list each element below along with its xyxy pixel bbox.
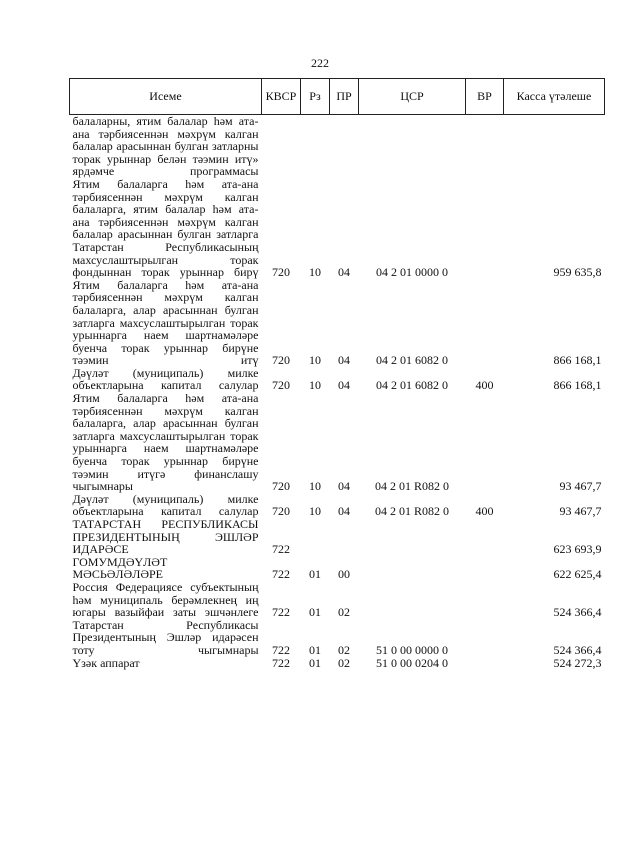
row-name: ТАТАРСТАН РЕСПУБЛИКАСЫ ПРЕЗИДЕНТЫНЫҢ ЭШЛӘР ИДАРӘСЕ [72,517,259,557]
header-name: Исеме [70,79,262,115]
header-pr: ПР [330,79,359,115]
row-kvsr: 720 [272,353,290,368]
table-row [70,115,605,178]
row-name: Татарстан Республикасы Президентының Эшләр идарәсен тоту чыгымнары [72,617,259,657]
row-vr: 400 [475,504,494,519]
row-amount: 93 467,7 [559,504,602,519]
row-amount: 524 366,4 [553,605,602,620]
row-pr: 02 [338,655,350,670]
row-kvsr: 722 [272,655,290,670]
row-vr [466,556,504,581]
table-header-row [70,79,605,115]
row-vr [466,392,504,493]
row-rz [301,518,330,556]
row-vr [466,581,504,619]
row-csr [359,556,466,581]
row-kvsr: 720 [272,479,290,494]
table-row [70,178,605,279]
row-kvsr: 722 [272,642,290,657]
table-row [70,279,605,367]
row-pr: 04 [338,378,350,393]
row-rz: 10 [309,265,321,280]
row-kvsr: 722 [272,605,290,620]
table-row [70,518,605,556]
row-csr [359,115,466,178]
row-pr: 02 [338,605,350,620]
row-pr [330,115,359,178]
row-vr [466,279,504,367]
row-pr: 00 [338,567,350,582]
row-csr: 04 2 01 R082 0 [374,504,449,519]
table-row [70,619,605,657]
row-name: ГОМУМДӘҮЛӘТ МӘСЬӘЛӘЛӘРЕ [72,554,168,582]
row-kvsr: 722 [272,567,290,582]
row-vr [466,115,504,178]
row-pr: 04 [338,353,350,368]
header-kvsr: КВСР [262,79,301,115]
row-amount: 623 693,9 [553,542,602,557]
row-kvsr: 720 [272,504,290,519]
table-row [70,657,605,670]
row-vr [466,657,504,670]
header-rz: Рз [301,79,330,115]
row-amount: 524 366,4 [553,642,602,657]
row-name: Ятим балаларга һәм ата-ана тәрбиясеннән мәхрүм калган балаларга, алар арасыннан булган затларга махсуслаштырылган торак урыннарга наем шартнамәләре буенча торак урыннар бирүне тәэмин итү [72,277,259,368]
row-rz: 01 [309,655,321,670]
row-pr: 04 [338,504,350,519]
row-vr: 400 [475,378,494,393]
table-row [70,556,605,581]
row-amount: 866 168,1 [553,353,602,368]
row-name: Ятим балаларга һәм ата-ана тәрбиясеннән мәхрүм калган балаларга, ятим балалар һәм ата-ана тәрбиясеннән мәхрүм калган балалар арасыннан булган затларга Татарстан Республикасының махсуслаштырылган торак фондыннан торак урыннар бирү [72,176,259,280]
row-rz: 10 [309,504,321,519]
table-row [70,392,605,493]
row-pr: 04 [338,265,350,280]
row-name: Үзәк аппарат [72,655,140,670]
row-csr: 51 0 00 0204 0 [376,655,448,670]
row-kvsr: 720 [272,378,290,393]
row-csr: 51 0 00 0000 0 [376,642,448,657]
row-rz: 10 [309,479,321,494]
row-csr [359,518,466,556]
row-csr: 04 2 01 0000 0 [376,265,448,280]
table-row [70,367,605,392]
row-amount: 524 272,3 [553,655,602,670]
row-rz [301,115,330,178]
row-rz: 01 [309,567,321,582]
row-vr [466,178,504,279]
row-name: Россия Федерациясе субъектының һәм муниципаль берәмлекнең иң югары вазыйфаи заты эшчәнлеге [72,579,259,620]
row-vr [466,518,504,556]
row-kvsr: 720 [272,265,290,280]
row-vr [466,619,504,657]
page-number: 222 [311,56,329,70]
row-kvsr: 722 [272,542,290,557]
budget-table [69,78,605,669]
row-csr [359,581,466,619]
row-csr: 04 2 01 6082 0 [376,378,448,393]
header-amount: Касса үтәлеше [504,79,605,115]
row-csr: 04 2 01 R082 0 [374,479,449,494]
row-name: балаларны, ятим балалар һәм ата-ана тәрбиясеннән мәхрүм калган балалар арасыннан булган затларны торак урыннар белән тәэмин итү» ярдәмче программасы [72,114,259,179]
header-vr: ВР [466,79,504,115]
row-name: Дәүләт (муниципаль) милке объектларына капитал салулар [72,365,259,393]
header-csr: ЦСР [359,79,466,115]
row-kvsr [262,115,301,178]
row-csr: 04 2 01 6082 0 [376,353,448,368]
row-name: Дәүләт (муниципаль) милке объектларына капитал салулар [72,491,259,519]
row-name: Ятим балаларга һәм ата-ана тәрбиясеннән мәхрүм калган балаларга, алар арасыннан булган затларга махсуслаштырылган торак урыннарга наем шартнамәләре буенча торак урыннар бирүне тәэмин итүгә финанслашу чыгымнары [72,391,259,494]
table-row [70,493,605,518]
row-rz: 01 [309,605,321,620]
row-amount: 622 625,4 [553,567,602,582]
table-row [70,581,605,619]
row-rz: 10 [309,353,321,368]
row-rz: 01 [309,642,321,657]
row-pr: 04 [338,479,350,494]
row-amount [504,115,605,178]
row-amount: 866 168,1 [553,378,602,393]
row-amount: 959 635,8 [553,265,602,280]
row-amount: 93 467,7 [559,479,602,494]
row-pr [330,518,359,556]
row-rz: 10 [309,378,321,393]
row-pr: 02 [338,642,350,657]
